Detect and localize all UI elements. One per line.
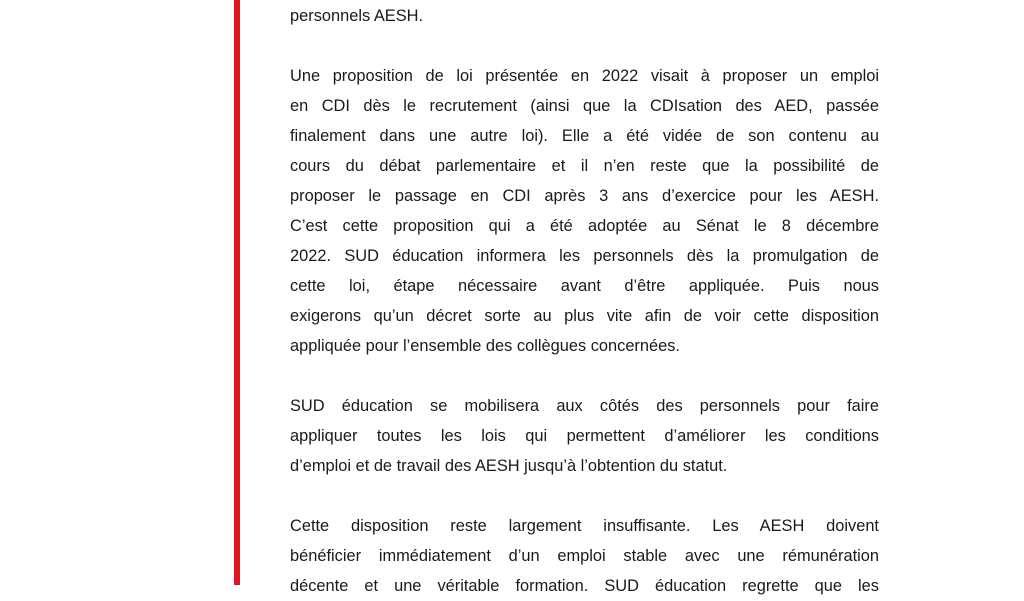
paragraph-2-line-8: cette loi, étape nécessaire avant d’être appliquée. Puis nous xyxy=(290,277,879,295)
paragraph-2-line-1: Une proposition de loi présentée en 2022 visait à proposer un emploi xyxy=(290,67,879,85)
paragraph-3-line-2: appliquer toutes les lois qui permettent d’améliorer les conditions xyxy=(290,427,879,445)
paragraph-4-line-1: Cette disposition reste largement insuffisante. Les AESH doivent xyxy=(290,517,879,535)
paragraph-2-line-6: C’est cette proposition qui a été adoptée au Sénat le 8 décembre xyxy=(290,217,879,235)
paragraph-3-line-1: SUD éducation se mobilisera aux côtés des personnels pour faire xyxy=(290,397,879,415)
paragraph-2-line-7: 2022. SUD éducation informera les personnels dès la promulgation de xyxy=(290,247,879,265)
paragraph-2-line-4: cours du débat parlementaire et il n’en reste que la possibilité de xyxy=(290,157,879,175)
paragraph-3-line-3: d’emploi et de travail des AESH jusqu’à l’obtention du statut. xyxy=(290,457,728,475)
red-margin-rule xyxy=(234,0,240,585)
paragraph-4-line-2: bénéficier immédiatement d’un emploi stable avec une rémunération xyxy=(290,547,879,565)
paragraph-2-line-9: exigerons qu’un décret sorte au plus vite afin de voir cette disposition xyxy=(290,307,879,325)
paragraph-1-line-1: personnels AESH. xyxy=(290,7,424,25)
paragraph-2-line-2: en CDI dès le recrutement (ainsi que la CDIsation des AED, passée xyxy=(290,97,879,115)
paragraph-2-line-10: appliquée pour l’ensemble des collègues concernées. xyxy=(290,337,680,355)
paragraph-4-line-3: décente et une véritable formation. SUD éducation regrette que les xyxy=(290,577,879,595)
paragraph-2-line-3: finalement dans une autre loi). Elle a été vidée de son contenu au xyxy=(290,127,879,145)
paragraph-2-line-5: proposer le passage en CDI après 3 ans d’exercice pour les AESH. xyxy=(290,187,879,205)
